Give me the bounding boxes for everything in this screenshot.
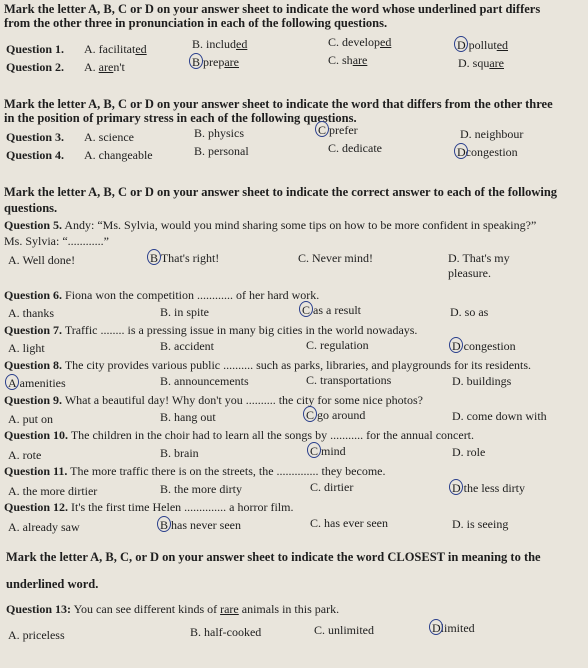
question-8-option-c[interactable]: C. transportations [306,373,392,387]
question-10-stem: Question 10. The children in the choir had to learn all the songs by ........... for the annual concert. [4,428,475,442]
answer-circle-icon: B [160,518,169,532]
question-1-option-c[interactable]: C. developed [328,35,392,49]
answer-circle-icon: D [452,339,461,353]
question-7-option-d[interactable]: D congestion [452,339,516,353]
question-8-stem: Question 8. The city provides various public .......... such as parks, libraries, and playgrounds for its residents. [4,358,532,372]
question-9-stem: Question 9. What a beautiful day! Why don't you .......... the city for some nice photos? [4,393,423,407]
question-4-option-d[interactable]: Dcongestion [457,145,518,159]
answer-circle-icon: B [150,251,159,265]
answer-circle-icon: C [306,408,315,422]
question-6-option-d[interactable]: D. so as [450,305,489,319]
question-11-option-a[interactable]: A. the more dirtier [8,484,98,498]
question-11-option-c[interactable]: C. dirtier [310,480,354,494]
question-5-option-d[interactable]: D. That's my [448,251,510,265]
question-7-stem: Question 7. Traffic ........ is a pressing issue in many big cities in the world nowadays. [4,323,418,337]
question-9-option-c[interactable]: C go around [306,408,366,422]
answer-circle-icon: D [432,621,441,635]
question-6-option-b[interactable]: B. in spite [160,305,210,319]
section-4-instruction-line2: underlined word. [6,577,99,591]
question-4-option-c[interactable]: C. dedicate [328,141,382,155]
question-9-option-a[interactable]: A. put on [8,412,53,426]
question-3-option-a[interactable]: A. science [84,130,134,144]
question-13-stem: Question 13: You can see different kinds of rare animals in this park. [6,602,340,616]
question-12-option-d[interactable]: D. is seeing [452,517,509,531]
question-11-stem: Question 11. The more traffic there is on the streets, the .............. they become. [4,464,386,478]
question-13-option-a[interactable]: A. priceless [8,628,65,642]
question-1-option-a[interactable]: A. facilitated [84,42,147,56]
section-3-instruction-line2: questions. [4,201,58,215]
question-12-option-a[interactable]: A. already saw [8,520,80,534]
section-1-instruction-line1: Mark the letter A, B, C or D on your answer sheet to indicate the word whose underlined part differs [4,2,541,16]
question-6-option-c[interactable]: C as a result [302,303,361,317]
question-12-option-c[interactable]: C. has ever seen [310,516,388,530]
question-3-option-b[interactable]: B. physics [194,126,245,140]
question-8-option-b[interactable]: B. announcements [160,374,249,388]
question-2-option-d[interactable]: D. square [458,56,504,70]
section-2-instruction-line2: in the position of primary stress in each of the following questions. [4,111,357,125]
question-13-option-b[interactable]: B. half-cooked [190,625,262,639]
answer-circle-icon: D [457,38,466,52]
section-4-instruction-line1: Mark the letter A, B, C, or D on your answer sheet to indicate the word CLOSEST in meaning to the [6,550,541,564]
answer-circle-icon: B [192,55,201,69]
question-5-option-b[interactable]: B That's right! [150,251,220,265]
question-10-option-a[interactable]: A. rote [8,448,42,462]
question-2-option-c[interactable]: C. share [328,53,368,67]
question-1-option-d[interactable]: D polluted [457,38,509,52]
section-2-instruction-line1: Mark the letter A, B, C or D on your answer sheet to indicate the word that differs from the other three [4,97,553,111]
answer-circle-icon: D [457,145,466,159]
question-2-option-b[interactable]: B prepare [192,55,239,69]
question-9-option-b[interactable]: B. hang out [160,410,216,424]
question-8-option-d[interactable]: D. buildings [452,374,512,388]
answer-circle-icon: C [318,123,327,137]
question-5-option-a[interactable]: A. Well done! [8,253,76,267]
question-2-option-a[interactable]: A. aren't [84,60,125,74]
question-7-option-c[interactable]: C. regulation [306,338,369,352]
question-2-label: Question 2. [6,60,65,74]
question-11-option-b[interactable]: B. the more dirty [160,482,242,496]
question-7-option-b[interactable]: B. accident [160,339,214,353]
answer-circle-icon: C [310,444,319,458]
question-9-option-d[interactable]: D. come down with [452,409,547,423]
question-4-option-b[interactable]: B. personal [194,144,249,158]
question-6-stem: Question 6. Fiona won the competition ............ of her hard work. [4,288,320,302]
question-13-option-c[interactable]: C. unlimited [314,623,374,637]
section-3-instruction-line1: Mark the letter A, B, C or D on your answer sheet to indicate the correct answer to each of the following [4,185,558,199]
question-5-option-c[interactable]: C. Never mind! [298,251,373,265]
question-7-option-a[interactable]: A. light [8,341,45,355]
question-3-label: Question 3. [6,130,65,144]
section-1-instruction-line2: from the other three in pronunciation in each of the following questions. [4,16,388,30]
question-10-option-c[interactable]: C mind [310,444,346,458]
question-8-option-a[interactable]: A amenities [8,376,66,390]
answer-circle-icon: C [302,303,311,317]
question-1-option-b[interactable]: B. included [192,37,248,51]
question-3-option-d[interactable]: D. neighbour [460,127,524,141]
question-12-stem: Question 12. It's the first time Helen .............. a horror film. [4,500,294,514]
question-4-option-a[interactable]: A. changeable [84,148,153,162]
question-1-label: Question 1. [6,42,65,56]
answer-circle-icon: D [452,481,461,495]
answer-circle-icon: A [8,376,17,390]
question-6-option-a[interactable]: A. thanks [8,306,54,320]
question-4-label: Question 4. [6,148,65,162]
question-5-stem: Question 5. Andy: “Ms. Sylvia, would you mind sharing some tips on how to be more confident in speaking?” [4,218,537,232]
question-5-stem-line2: Ms. Sylvia: “............” [4,234,109,248]
question-5-option-d-cont: pleasure. [448,266,491,280]
question-10-option-d[interactable]: D. role [452,445,486,459]
question-12-option-b[interactable]: B has never seen [160,518,241,532]
question-13-option-d[interactable]: Dlimited [432,621,475,635]
question-11-option-d[interactable]: D the less dirty [452,481,525,495]
question-10-option-b[interactable]: B. brain [160,446,199,460]
question-3-option-c[interactable]: C prefer [318,123,358,137]
